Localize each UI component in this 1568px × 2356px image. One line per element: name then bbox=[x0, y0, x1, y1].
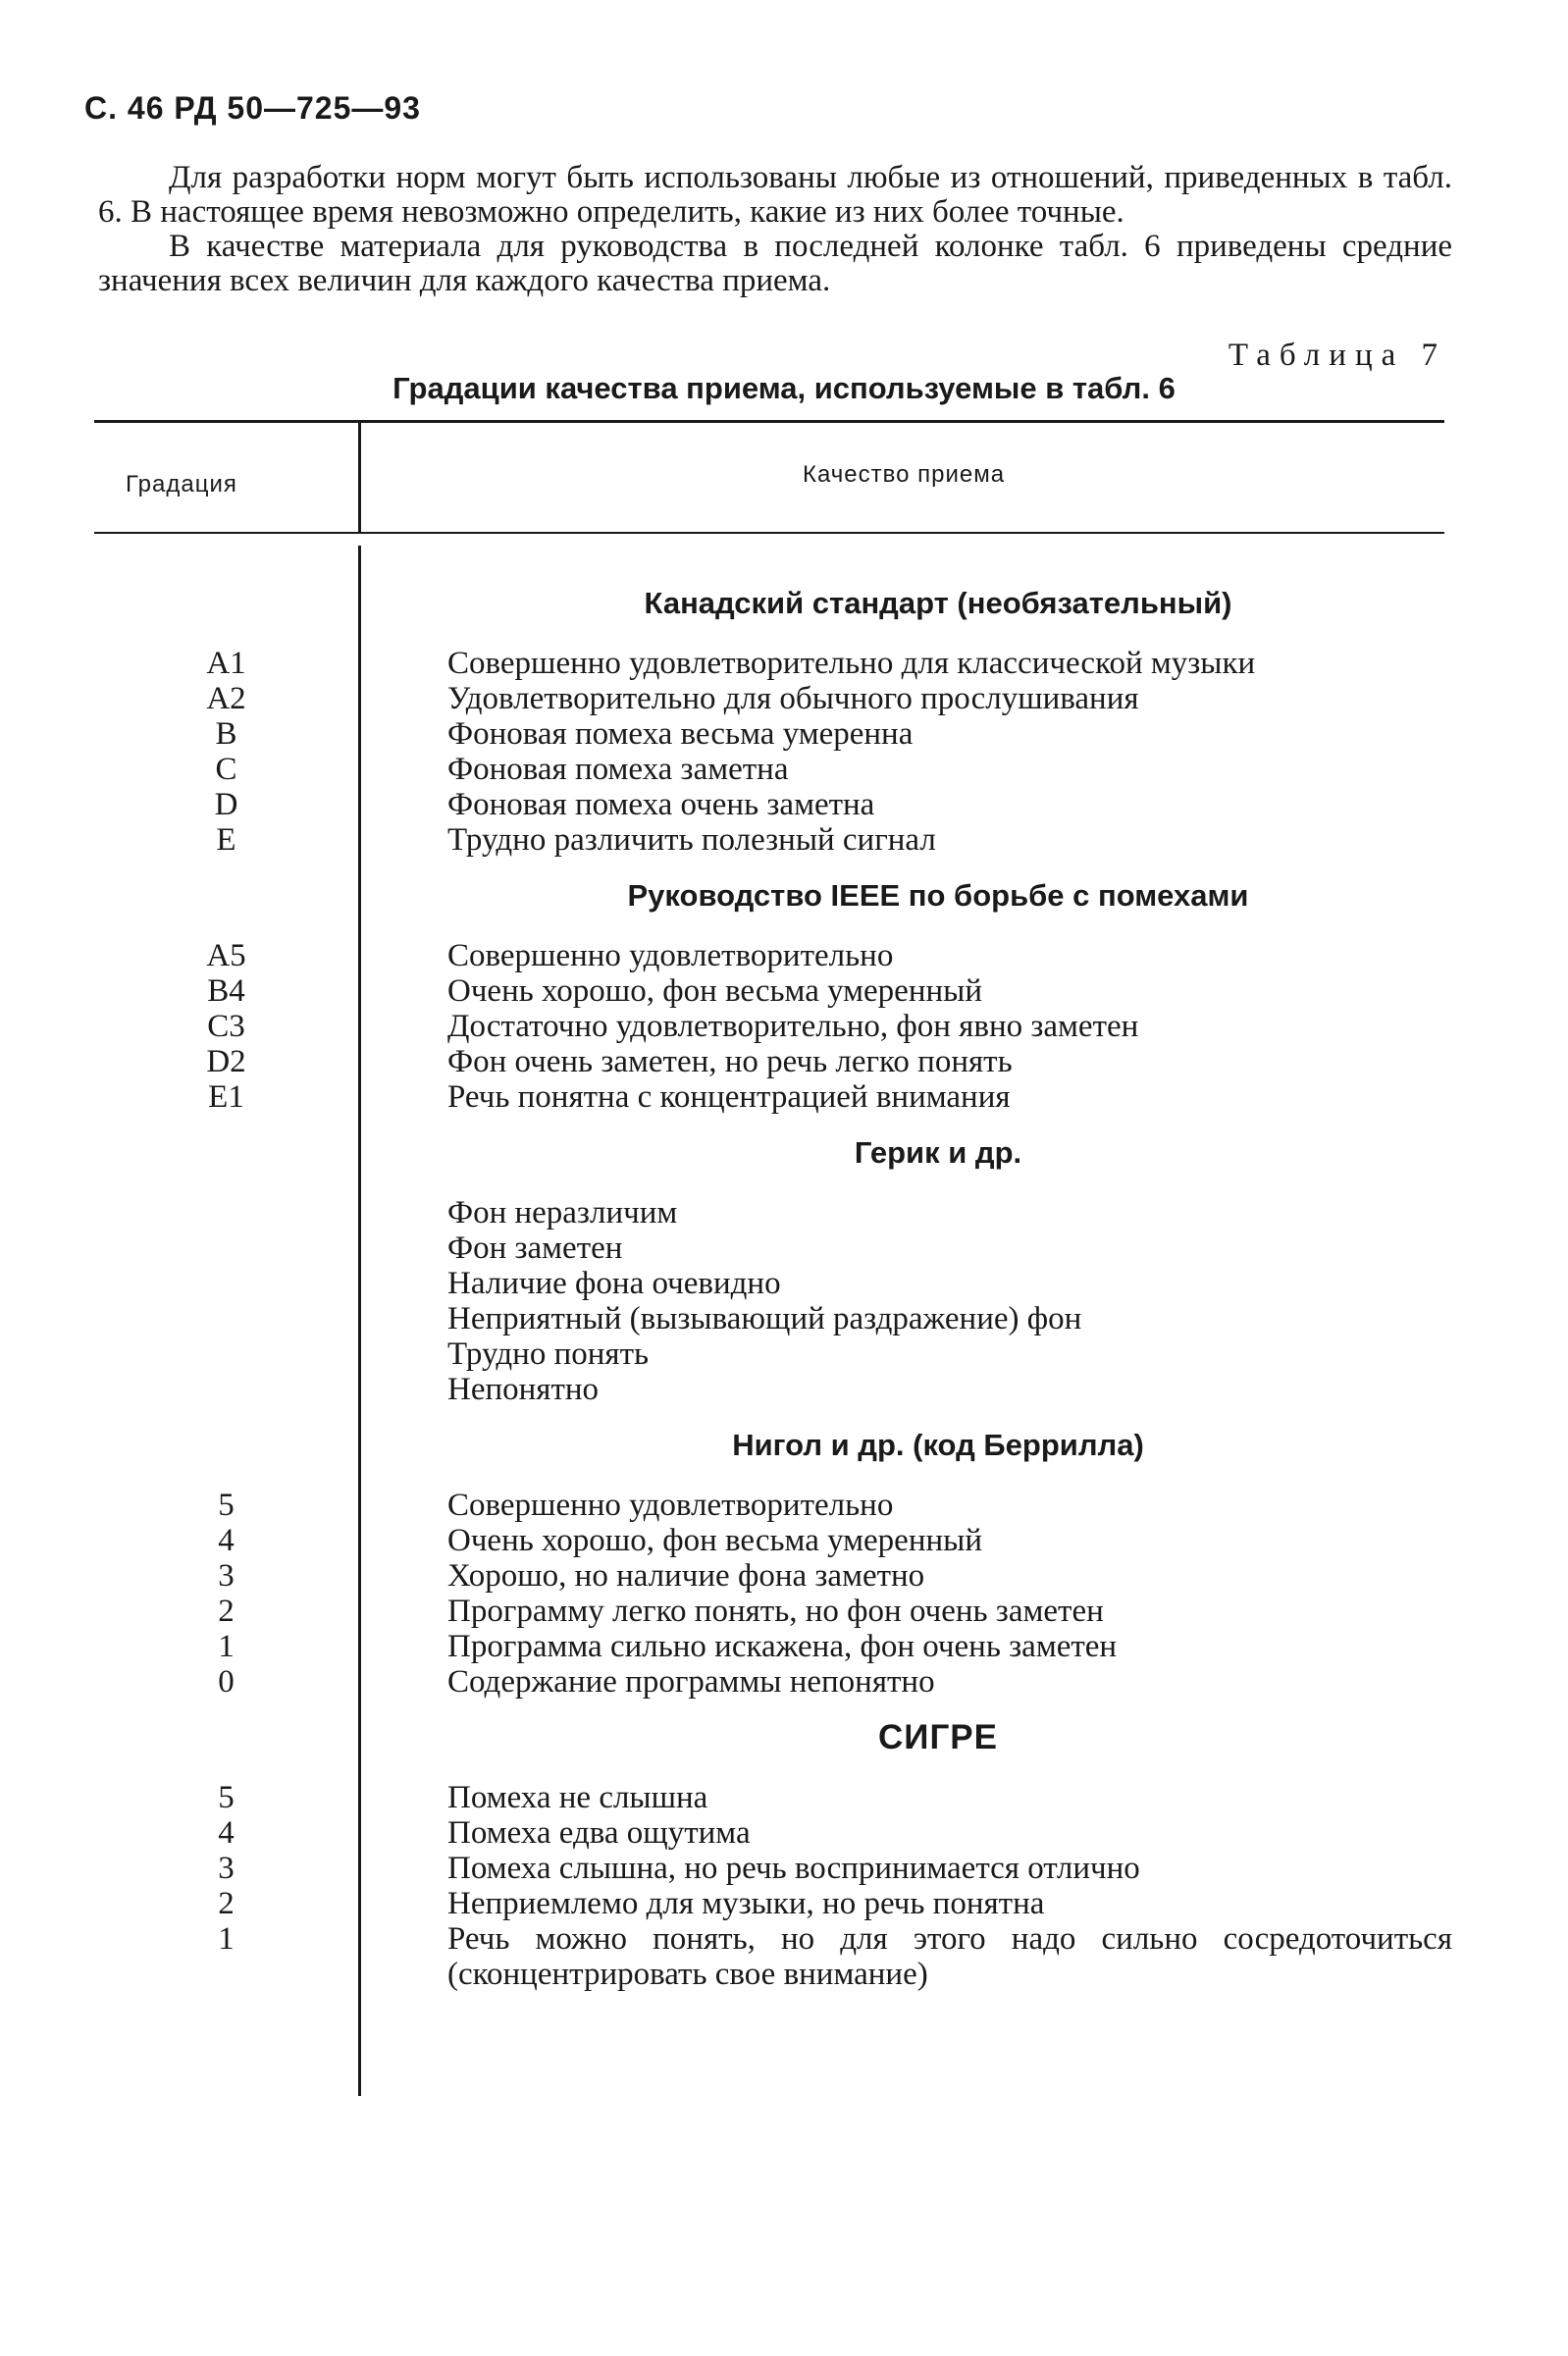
grade-cell: D2 bbox=[206, 1044, 246, 1079]
grade-cell: E1 bbox=[208, 1079, 244, 1115]
grade-cell: A1 bbox=[206, 646, 246, 681]
grade-cell: 2 bbox=[218, 1594, 235, 1629]
section-gap bbox=[94, 858, 358, 879]
quality-cell: Фон заметен bbox=[447, 1230, 623, 1266]
table-title: Градации качества приема, используемые в табл. 6 bbox=[392, 371, 1176, 405]
grade-cell: 3 bbox=[218, 1558, 235, 1594]
section-title-spacer bbox=[94, 587, 358, 646]
quality-cell: Речь можно понять, но для этого надо сильно сосредоточиться (сконцентрировать свое внимание) bbox=[447, 1921, 1452, 1992]
section-title-spacer bbox=[94, 1429, 358, 1488]
section-title-spacer bbox=[94, 1136, 358, 1195]
grade-cell: 4 bbox=[218, 1815, 235, 1851]
table-top-rule bbox=[94, 420, 1444, 423]
grade-cell: E bbox=[216, 822, 236, 858]
quality-cell: Непонятно bbox=[447, 1372, 600, 1407]
table-header-rule bbox=[94, 532, 1444, 534]
grade-cell: A2 bbox=[206, 681, 246, 716]
quality-cell: Неприемлемо для музыки, но речь понятна bbox=[447, 1886, 1045, 1921]
grade-cell bbox=[94, 1195, 358, 1230]
quality-cell: Достаточно удовлетворительно, фон явно заметен bbox=[447, 1009, 1139, 1044]
quality-cell: Программу легко понять, но фон очень заметен bbox=[447, 1594, 1104, 1629]
grade-cell: C3 bbox=[207, 1009, 245, 1044]
grade-cell: 5 bbox=[218, 1780, 235, 1815]
quality-cell: Фон неразличим bbox=[447, 1195, 678, 1230]
section-gap bbox=[94, 1700, 358, 1721]
section-title: Нигол и др. (код Беррилла) bbox=[732, 1428, 1144, 1462]
quality-cell: Хорошо, но наличие фона заметно bbox=[447, 1558, 925, 1594]
quality-cell: Очень хорошо, фон весьма умеренный bbox=[447, 973, 982, 1009]
page-header: С. 46 РД 50—725—93 bbox=[84, 90, 421, 126]
table-column-divider bbox=[358, 546, 361, 2096]
quality-cell: Помеха едва ощутима bbox=[447, 1815, 751, 1851]
grade-cell bbox=[94, 1301, 358, 1336]
quality-cell: Удовлетворительно для обычного прослушивания bbox=[447, 681, 1139, 716]
section-gap bbox=[94, 1115, 358, 1136]
section-title: Герик и др. bbox=[854, 1135, 1022, 1170]
grade-column bbox=[94, 587, 358, 2014]
quality-cell: Фоновая помеха очень заметна bbox=[447, 787, 875, 822]
intro-text bbox=[98, 161, 1452, 298]
grade-cell: 0 bbox=[218, 1664, 235, 1700]
section-gap bbox=[447, 1992, 1458, 2014]
quality-cell: Наличие фона очевидно bbox=[447, 1266, 781, 1301]
intro-paragraph-1: Для разработки норм могут быть использованы любые из отношений, приведенных в табл. 6. В настоящее время невозможно определить, какие из них более точные. bbox=[98, 160, 1452, 230]
grade-cell bbox=[94, 1230, 358, 1266]
quality-cell: Программа сильно искажена, фон очень заметен bbox=[447, 1629, 1118, 1664]
grade-cell bbox=[94, 1336, 358, 1372]
quality-cell: Содержание программы непонятно bbox=[447, 1664, 935, 1700]
grade-cell: A5 bbox=[206, 938, 246, 973]
quality-cell: Помеха не слышна bbox=[447, 1780, 708, 1815]
section-title-spacer bbox=[94, 879, 358, 938]
column-header-quality: Качество приема bbox=[803, 461, 1006, 488]
table-number: Таблица 7 bbox=[1228, 338, 1446, 373]
section-gap bbox=[94, 1407, 358, 1429]
quality-cell: Фоновая помеха заметна bbox=[447, 752, 789, 787]
section-title: Канадский стандарт (необязательный) bbox=[644, 586, 1232, 620]
section-gap bbox=[447, 1115, 1458, 1136]
quality-cell: Совершенно удовлетворительно bbox=[447, 938, 894, 973]
grade-cell: 2 bbox=[218, 1886, 235, 1921]
section-gap bbox=[447, 858, 1458, 879]
grade-cell: 1 bbox=[218, 1629, 235, 1664]
section-title: Руководство IEEE по борьбе с помехами bbox=[627, 878, 1249, 913]
quality-cell: Совершенно удовлетворительно bbox=[447, 1488, 894, 1523]
grade-cell: 1 bbox=[218, 1921, 235, 1957]
grade-cell: 4 bbox=[218, 1523, 235, 1558]
grade-cell bbox=[94, 1372, 358, 1407]
grade-cell bbox=[94, 1266, 358, 1301]
grade-cell: 3 bbox=[218, 1851, 235, 1886]
quality-cell: Неприятный (вызывающий раздражение) фон bbox=[447, 1301, 1082, 1336]
grade-cell: B bbox=[215, 716, 237, 752]
quality-cell: Очень хорошо, фон весьма умеренный bbox=[447, 1523, 982, 1558]
grade-cell: 5 bbox=[218, 1488, 235, 1523]
quality-cell: Фон очень заметен, но речь легко понять bbox=[447, 1044, 1013, 1079]
quality-cell: Речь понятна с концентрацией внимания bbox=[447, 1079, 1011, 1115]
quality-cell: Помеха слышна, но речь воспринимается отлично bbox=[447, 1851, 1140, 1886]
quality-cell: Фоновая помеха весьма умеренна bbox=[447, 716, 914, 752]
table-header-divider bbox=[358, 422, 361, 532]
section-gap bbox=[94, 1992, 358, 2014]
section-gap bbox=[447, 1407, 1458, 1429]
grade-cell: C bbox=[215, 752, 237, 787]
quality-cell: Трудно различить полезный сигнал bbox=[447, 822, 936, 858]
grade-cell-filler bbox=[94, 1957, 358, 1992]
column-header-grade: Градация bbox=[126, 471, 237, 497]
quality-cell: Трудно понять bbox=[447, 1336, 650, 1372]
section-title-spacer bbox=[94, 1721, 358, 1780]
section-title: СИГРЕ bbox=[878, 1718, 998, 1756]
quality-cell: Совершенно удовлетворительно для классической музыки bbox=[447, 646, 1256, 681]
intro-paragraph-2: В качестве материала для руководства в последней колонке табл. 6 приведены средние значения всех величин для каждого качества приема. bbox=[98, 229, 1452, 298]
grade-cell: D bbox=[214, 787, 238, 822]
grade-cell: B4 bbox=[207, 973, 245, 1009]
quality-column bbox=[447, 587, 1458, 2014]
